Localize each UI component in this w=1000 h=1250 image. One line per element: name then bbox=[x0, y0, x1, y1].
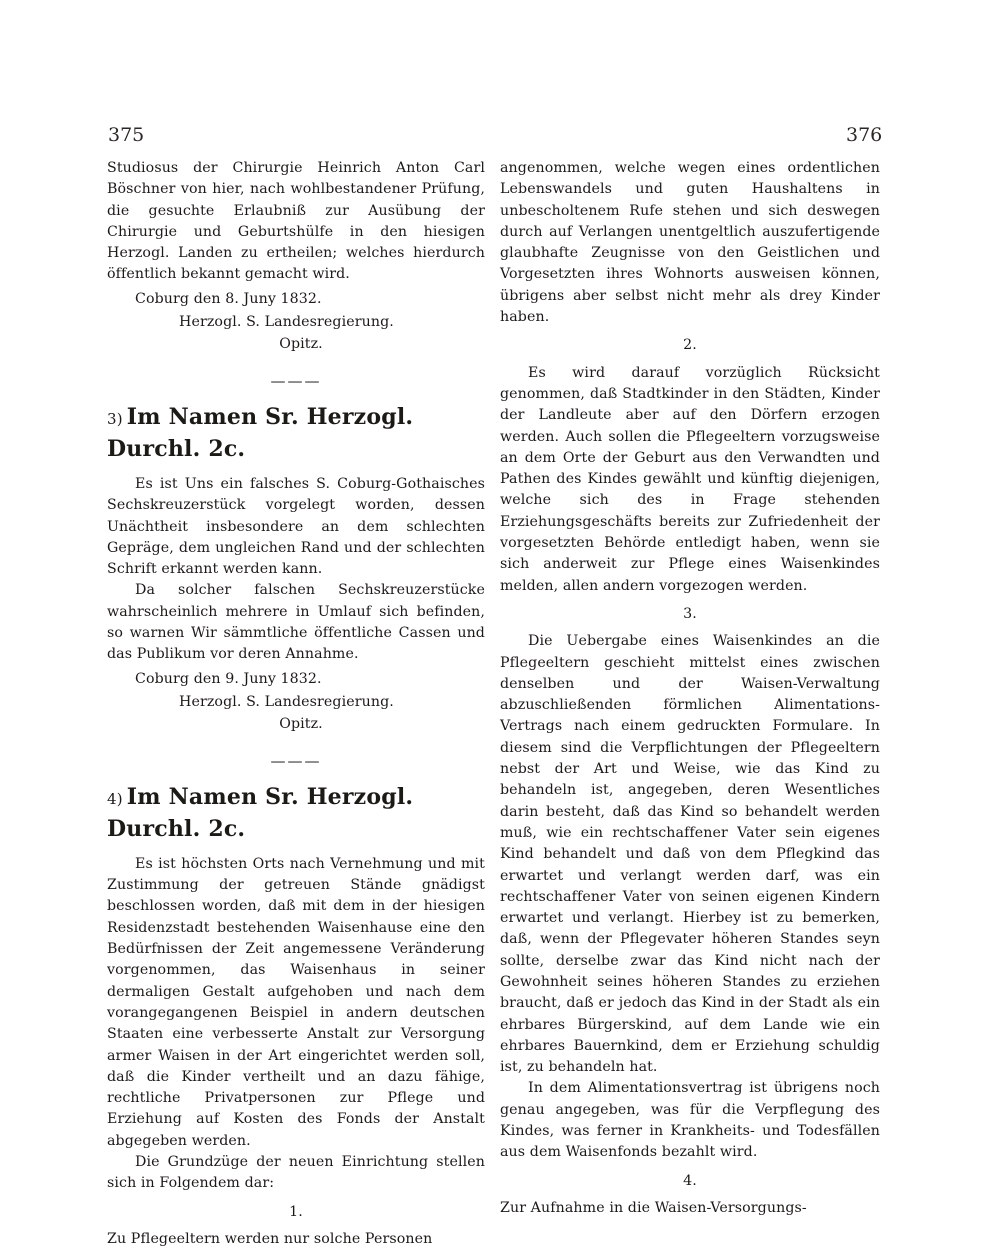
paragraph-continuation: angenommen, welche wegen eines ordentlichen Lebenswandels und guten Haushaltens in unbescholtenem Rufe stehen und sich deswegen durch auf Verlangen unentgeltlich auszufertigende glaubhafte Zeugnisse von den Geistlichen und Vorgesetzten ihres Wohnorts ausweisen können, übrigens aber selbst nicht mehr als drey Kinder haben. bbox=[500, 160, 880, 326]
section-heading-4 bbox=[107, 782, 485, 844]
page-number-right: 376 bbox=[846, 124, 883, 146]
paragraph: Da solcher falschen Sechskreuzerstücke wahrscheinlich mehrere in Umlauf sich befinden, so warnen Wir sämmtliche öffentliche Cassen und das Publikum vor deren Annahme. bbox=[107, 582, 485, 663]
paragraph: Es ist höchsten Orts nach Vernehmung und mit Zustimmung der getreuen Stände gnädigst beschlossen worden, daß mit dem in der hiesigen Residenzstadt bestehenden Waisenhause eine den Bedürfnissen der Zeit angemessene Veränderung vorgenommen, das Waisenhaus in seiner dermaligen Gestalt aufgehoben und nach dem vorangegangenen Beispiel in andern deutschen Staaten eine verbesserte Anstalt zur Versorgung armer Waisen in der Art eingerichtet werden soll, daß die Kinder vertheilt und an dazu fähige, rechtliche Privatpersonen zur Pflege und Erziehung auf Kosten des Fonds der Anstalt abgegeben werden. bbox=[107, 855, 485, 1149]
paragraph-continuation: Studiosus der Chirurgie Heinrich Anton Carl Böschner von hier, nach wohlbestandener Prüfung, die gesuchte Erlaubniß zur Ausübung der Chirurgie und Geburtshülfe in den hiesigen Herzogl. Landen zu ertheilen; welches hierdurch öffentlich bekannt gemacht wird. bbox=[107, 160, 485, 283]
left-column bbox=[107, 158, 485, 1250]
section-heading-text: Im Namen Sr. Herzogl. Durchl. 2c. bbox=[107, 783, 414, 842]
paragraph-lead: Zur Aufnahme in die Waisen-Versorgungs- bbox=[500, 1199, 807, 1216]
section-divider: ——— bbox=[270, 751, 322, 770]
authority-line: Herzogl. S. Landesregierung. bbox=[179, 693, 394, 710]
date-line: Coburg den 8. Juny 1832. bbox=[135, 290, 322, 307]
section-number: 3) bbox=[107, 409, 123, 428]
right-column bbox=[500, 158, 880, 1219]
signature: Opitz. bbox=[279, 336, 323, 353]
paragraph: Es wird darauf vorzüglich Rücksicht genommen, daß Stadtkinder in den Städten, Kinder der Landleute aber auf den Dörfern erzogen werden. Auch sollen die Pflegeeltern vorzugsweise an dem Orte der Geburt aus den Verwandten und Pathen des Kindes gewählt und künftig diejenigen, welche sich des in Frage stehenden Erziehungsgeschäfts bereits zur Zufriedenheit der vorgesetzten Behörde entledigt haben, wenn sie sich anderweit zur Pflege eines Waisenkindes melden, allen andern vorgezogen werden. bbox=[500, 364, 880, 594]
page-number-left: 375 bbox=[108, 124, 145, 146]
authority-line: Herzogl. S. Landesregierung. bbox=[179, 314, 394, 331]
section-divider: ——— bbox=[270, 371, 322, 390]
signature: Opitz. bbox=[279, 716, 323, 733]
paragraph: In dem Alimentationsvertrag ist übrigens noch genau angegeben, was für die Verpflegung des Kindes, was ferner in Krankheits- und Todesfällen aus dem Waisenfonds bezahlt wird. bbox=[500, 1080, 880, 1161]
date-line: Coburg den 9. Juny 1832. bbox=[135, 670, 322, 687]
paragraph: Die Grundzüge der neuen Einrichtung stellen sich in Folgendem dar: bbox=[107, 1153, 485, 1192]
paragraph: Die Uebergabe eines Waisenkindes an die Pflegeeltern geschieht mittelst eines zwischen denselben und der Waisen-Verwaltung abzuschließenden förmlichen Alimentations-Vertrags nach einem gedruckten Formulare. In diesem sind die Verpflichtungen der Pflegeeltern nebst der Art und Weise, wie das Kind zu behandeln ist, angegeben, deren Wesentliches darin besteht, daß das Kind so behandelt werden muß, wie ein rechtschaffener Vater sein eigenes Kind behandelt und daß von dem Pflegkind das erwartet und verlangt werden darf, was ein rechtschaffener Vater von seinen eigenen Kindern erwartet und verlangt. Hierbey ist zu bemerken, daß, wenn der Pflegevater höheren Standes seyn sollte, derselbe zwar das Kind nicht nach der Gewohnheit seines höheren Standes zu erziehen braucht, daß er jedoch das Kind in der Stadt als ein ehrbares Bürgerskind, auf dem Lande wie ein ehrbares Bauernkind, dem er Erziehung schuldig ist, zu behandeln hat. bbox=[500, 633, 880, 1076]
paragraph-lead: Zu Pflegeeltern werden nur solche Personen bbox=[107, 1230, 433, 1247]
section-number: 4) bbox=[107, 789, 123, 808]
section-heading-text: Im Namen Sr. Herzogl. Durchl. 2c. bbox=[107, 403, 414, 462]
subsection-number: 3. bbox=[683, 605, 697, 622]
paragraph: Es ist Uns ein falsches S. Coburg-Gothaisches Sechskreuzerstück vorgelegt worden, dessen Unächtheit insbesondere an dem schlechten Gepräge, dem ungleichen Rand und der schlechten Schrift erkannt werden kann. bbox=[107, 475, 485, 578]
subsection-number: 2. bbox=[683, 337, 697, 354]
section-heading-3 bbox=[107, 402, 485, 464]
subsection-number: 4. bbox=[683, 1172, 697, 1189]
subsection-number: 1. bbox=[289, 1203, 303, 1220]
